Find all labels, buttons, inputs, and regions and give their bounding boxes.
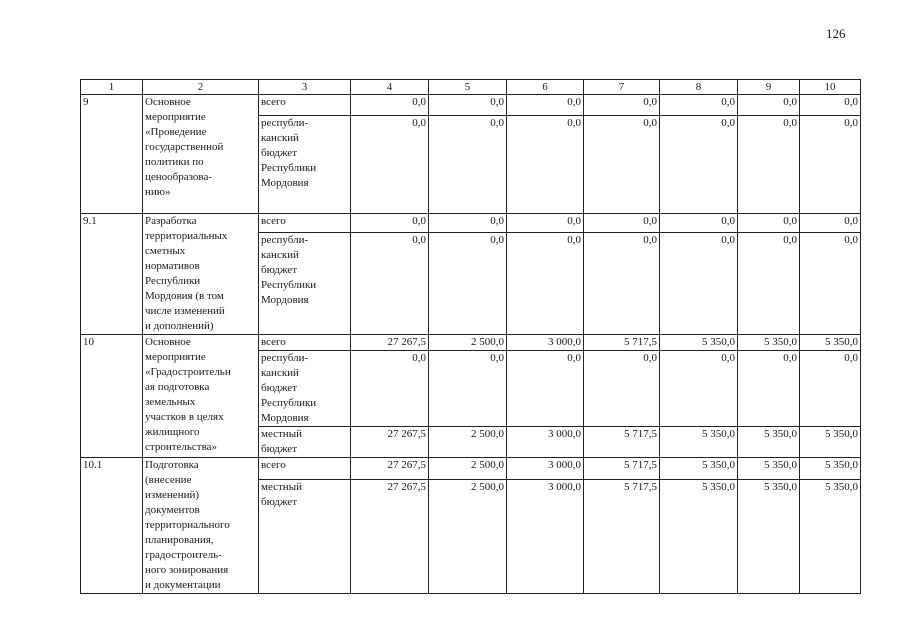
funding-source: местный бюджет [259, 427, 351, 458]
value-cell: 0,0 [800, 351, 861, 427]
row-number: 9.1 [81, 214, 143, 335]
page-number: 126 [826, 26, 846, 41]
table-header-row [81, 80, 861, 95]
value-cell: 3 000,0 [507, 427, 584, 458]
value-cell: 0,0 [351, 214, 429, 233]
activity-name: Основное мероприятие «Градостроительн ая подготовка земельных участков в целях жилищного строительства» [143, 335, 259, 458]
budget-table [80, 79, 861, 594]
value-cell: 0,0 [584, 233, 660, 335]
value-cell: 5 350,0 [660, 458, 738, 480]
value-cell: 0,0 [507, 95, 584, 116]
activity-name: Подготовка (внесение изменений) документов территориального планирования, градостроитель- ного зонирования и документации [143, 458, 259, 594]
column-header: 1 [81, 80, 143, 95]
value-cell: 0,0 [584, 95, 660, 116]
activity-name: Основное мероприятие «Проведение государственной политики по ценообразова- нию» [143, 95, 259, 214]
value-cell: 0,0 [660, 233, 738, 335]
value-cell: 5 350,0 [738, 427, 800, 458]
funding-source: республи- канский бюджет Республики Мордовия [259, 116, 351, 214]
value-cell: 0,0 [507, 116, 584, 214]
value-cell: 0,0 [660, 95, 738, 116]
column-header: 5 [429, 80, 507, 95]
funding-source: республи- канский бюджет Республики Мордовия [259, 233, 351, 335]
column-header: 9 [738, 80, 800, 95]
value-cell: 0,0 [738, 351, 800, 427]
value-cell: 5 350,0 [660, 335, 738, 351]
funding-source: республи- канский бюджет Республики Мордовия [259, 351, 351, 427]
table-row [81, 458, 861, 480]
table-row [81, 95, 861, 116]
value-cell: 5 350,0 [660, 427, 738, 458]
value-cell: 5 350,0 [800, 335, 861, 351]
value-cell: 5 350,0 [738, 458, 800, 480]
value-cell: 0,0 [429, 116, 507, 214]
funding-source: местный бюджет [259, 480, 351, 594]
activity-name: Разработка территориальных сметных нормативов Республики Мордовия (в том числе изменений и дополнений) [143, 214, 259, 335]
funding-source: всего [259, 458, 351, 480]
value-cell: 5 350,0 [738, 480, 800, 594]
column-header: 2 [143, 80, 259, 95]
value-cell: 0,0 [660, 116, 738, 214]
value-cell: 2 500,0 [429, 458, 507, 480]
value-cell: 0,0 [800, 95, 861, 116]
value-cell: 5 350,0 [660, 480, 738, 594]
value-cell: 5 717,5 [584, 427, 660, 458]
row-number: 10.1 [81, 458, 143, 594]
value-cell: 0,0 [429, 233, 507, 335]
value-cell: 0,0 [800, 214, 861, 233]
value-cell: 5 350,0 [800, 458, 861, 480]
value-cell: 0,0 [660, 351, 738, 427]
table-row [81, 335, 861, 351]
value-cell: 0,0 [351, 116, 429, 214]
value-cell: 27 267,5 [351, 458, 429, 480]
column-header: 3 [259, 80, 351, 95]
row-number: 9 [81, 95, 143, 214]
value-cell: 3 000,0 [507, 458, 584, 480]
value-cell: 0,0 [351, 351, 429, 427]
funding-source: всего [259, 335, 351, 351]
value-cell: 27 267,5 [351, 427, 429, 458]
column-header: 10 [800, 80, 861, 95]
value-cell: 0,0 [507, 351, 584, 427]
funding-source: всего [259, 95, 351, 116]
value-cell: 0,0 [738, 116, 800, 214]
column-header: 4 [351, 80, 429, 95]
value-cell: 0,0 [507, 214, 584, 233]
column-header: 6 [507, 80, 584, 95]
value-cell: 5 717,5 [584, 335, 660, 351]
value-cell: 0,0 [660, 214, 738, 233]
value-cell: 0,0 [584, 214, 660, 233]
value-cell: 0,0 [429, 95, 507, 116]
value-cell: 2 500,0 [429, 480, 507, 594]
funding-source: всего [259, 214, 351, 233]
value-cell: 5 350,0 [738, 335, 800, 351]
value-cell: 5 350,0 [800, 480, 861, 594]
row-number: 10 [81, 335, 143, 458]
value-cell: 0,0 [584, 351, 660, 427]
value-cell: 5 717,5 [584, 480, 660, 594]
value-cell: 2 500,0 [429, 427, 507, 458]
value-cell: 0,0 [429, 214, 507, 233]
table-row [81, 214, 861, 233]
value-cell: 3 000,0 [507, 335, 584, 351]
value-cell: 5 717,5 [584, 458, 660, 480]
value-cell: 0,0 [507, 233, 584, 335]
value-cell: 0,0 [429, 351, 507, 427]
value-cell: 0,0 [738, 233, 800, 335]
value-cell: 0,0 [351, 95, 429, 116]
value-cell: 27 267,5 [351, 480, 429, 594]
value-cell: 0,0 [800, 233, 861, 335]
column-header: 7 [584, 80, 660, 95]
value-cell: 0,0 [738, 95, 800, 116]
value-cell: 3 000,0 [507, 480, 584, 594]
column-header: 8 [660, 80, 738, 95]
value-cell: 0,0 [351, 233, 429, 335]
value-cell: 5 350,0 [800, 427, 861, 458]
value-cell: 27 267,5 [351, 335, 429, 351]
value-cell: 0,0 [738, 214, 800, 233]
value-cell: 0,0 [584, 116, 660, 214]
value-cell: 2 500,0 [429, 335, 507, 351]
value-cell: 0,0 [800, 116, 861, 214]
